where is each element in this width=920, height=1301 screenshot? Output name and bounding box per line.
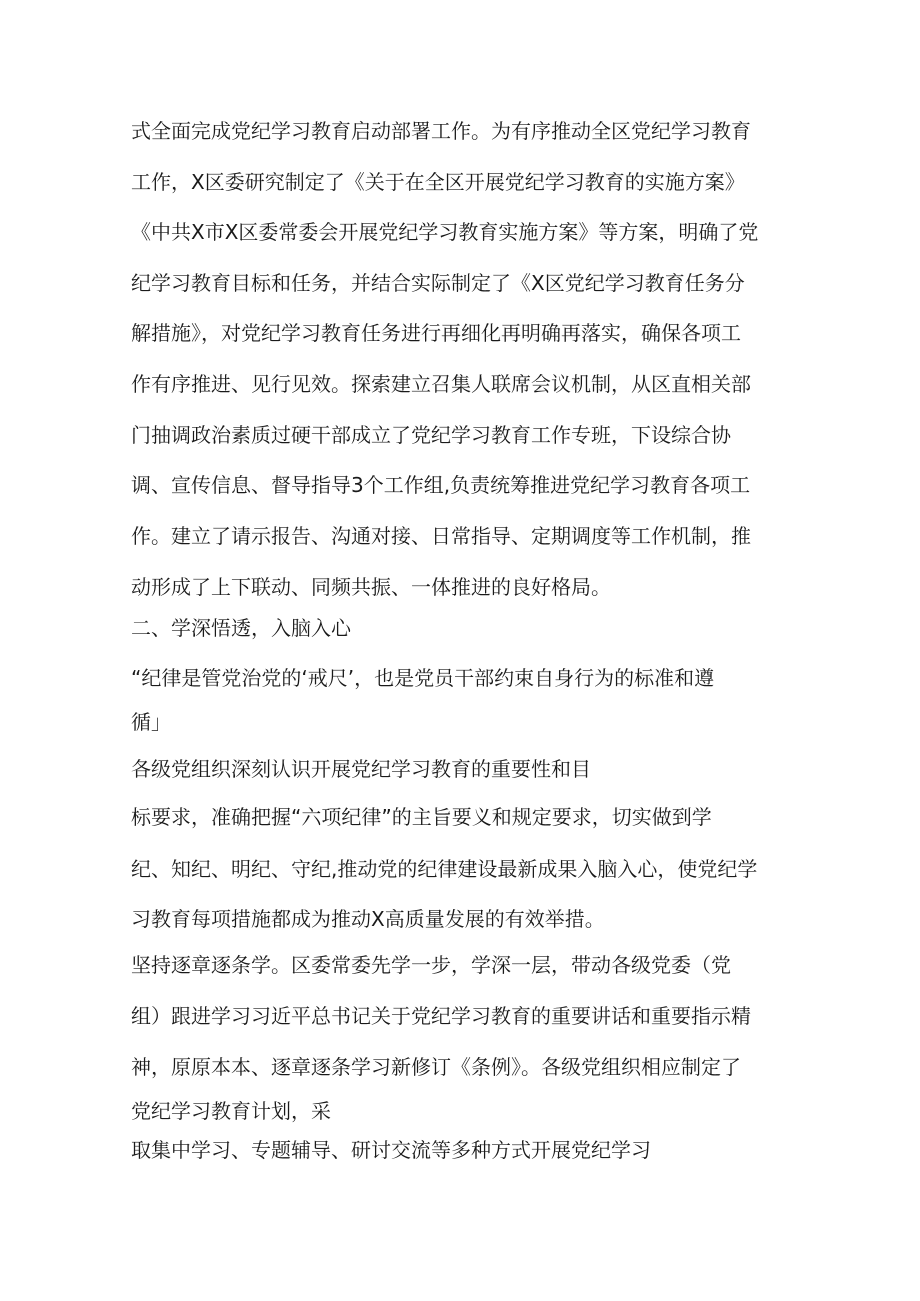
paragraph-line: 《中共X市X区委常委会开展党纪学习教育实施方案》等方案，明确了党 <box>131 220 759 244</box>
section-heading: 二、学深悟透，入脑入心 <box>131 616 351 640</box>
quote-line: 循」 <box>131 710 171 734</box>
paragraph-line: 门抽调政治素质过硬干部成立了党纪学习教育工作专班，下设综合协 <box>131 423 731 447</box>
paragraph-line: 式全面完成党纪学习教育启动部署工作。为有序推动全区党纪学习教育 <box>131 119 751 143</box>
paragraph-line: 解措施》，对党纪学习教育任务进行再细化再明确再落实，确保各项工 <box>131 321 741 345</box>
paragraph-line: 作。建立了请示报告、沟通对接、日常指导、定期调度等工作机制，推 <box>131 524 751 548</box>
paragraph-line: 作有序推进、见行见效。探索建立召集人联席会议机制，从区直相关部 <box>131 372 751 396</box>
quote-line: “纪律是管党治党的‘戒尺’，也是党员干部约束自身行为的标准和遵 <box>131 666 715 690</box>
paragraph-line: 纪学习教育目标和任务，并结合实际制定了《X区党纪学习教育任务分 <box>131 271 745 295</box>
paragraph-line: 标要求，准确把握“六项纪律”的主旨要义和规定要求，切实做到学 <box>131 805 712 829</box>
paragraph-line: 组）跟进学习习近平总书记关于党纪学习教育的重要讲话和重要指示精 <box>131 1004 751 1028</box>
paragraph-line: 神，原原本本、逐章逐条学习新修订《条例》。各级党组织相应制定了 <box>131 1055 741 1079</box>
paragraph-line: 工作，X区委研究制定了《关于在全区开展党纪学习教育的实施方案》 <box>131 170 745 194</box>
paragraph-line: 坚持逐章逐条学。区委常委先学一步，学深一层，带动各级党委（党 <box>131 953 731 977</box>
paragraph-line: 动形成了上下联动、同频共振、一体推进的良好格局。 <box>131 575 611 599</box>
paragraph-line: 取集中学习、专题辅导、研讨交流等多种方式开展党纪学习 <box>131 1138 651 1162</box>
paragraph-line: 习教育每项措施都成为推动X高质量发展的有效举措。 <box>131 907 605 931</box>
paragraph-line: 各级党组织深刻认识开展党纪学习教育的重要性和目 <box>131 757 591 781</box>
paragraph-line: 党纪学习教育计划，采 <box>131 1099 331 1123</box>
paragraph-line: 纪、知纪、明纪、守纪,推动党的纪律建设最新成果入脑入心，使党纪学 <box>131 857 758 881</box>
paragraph-line: 调、宣传信息、督导指导3个工作组,负责统筹推进党纪学习教育各项工 <box>131 473 751 497</box>
